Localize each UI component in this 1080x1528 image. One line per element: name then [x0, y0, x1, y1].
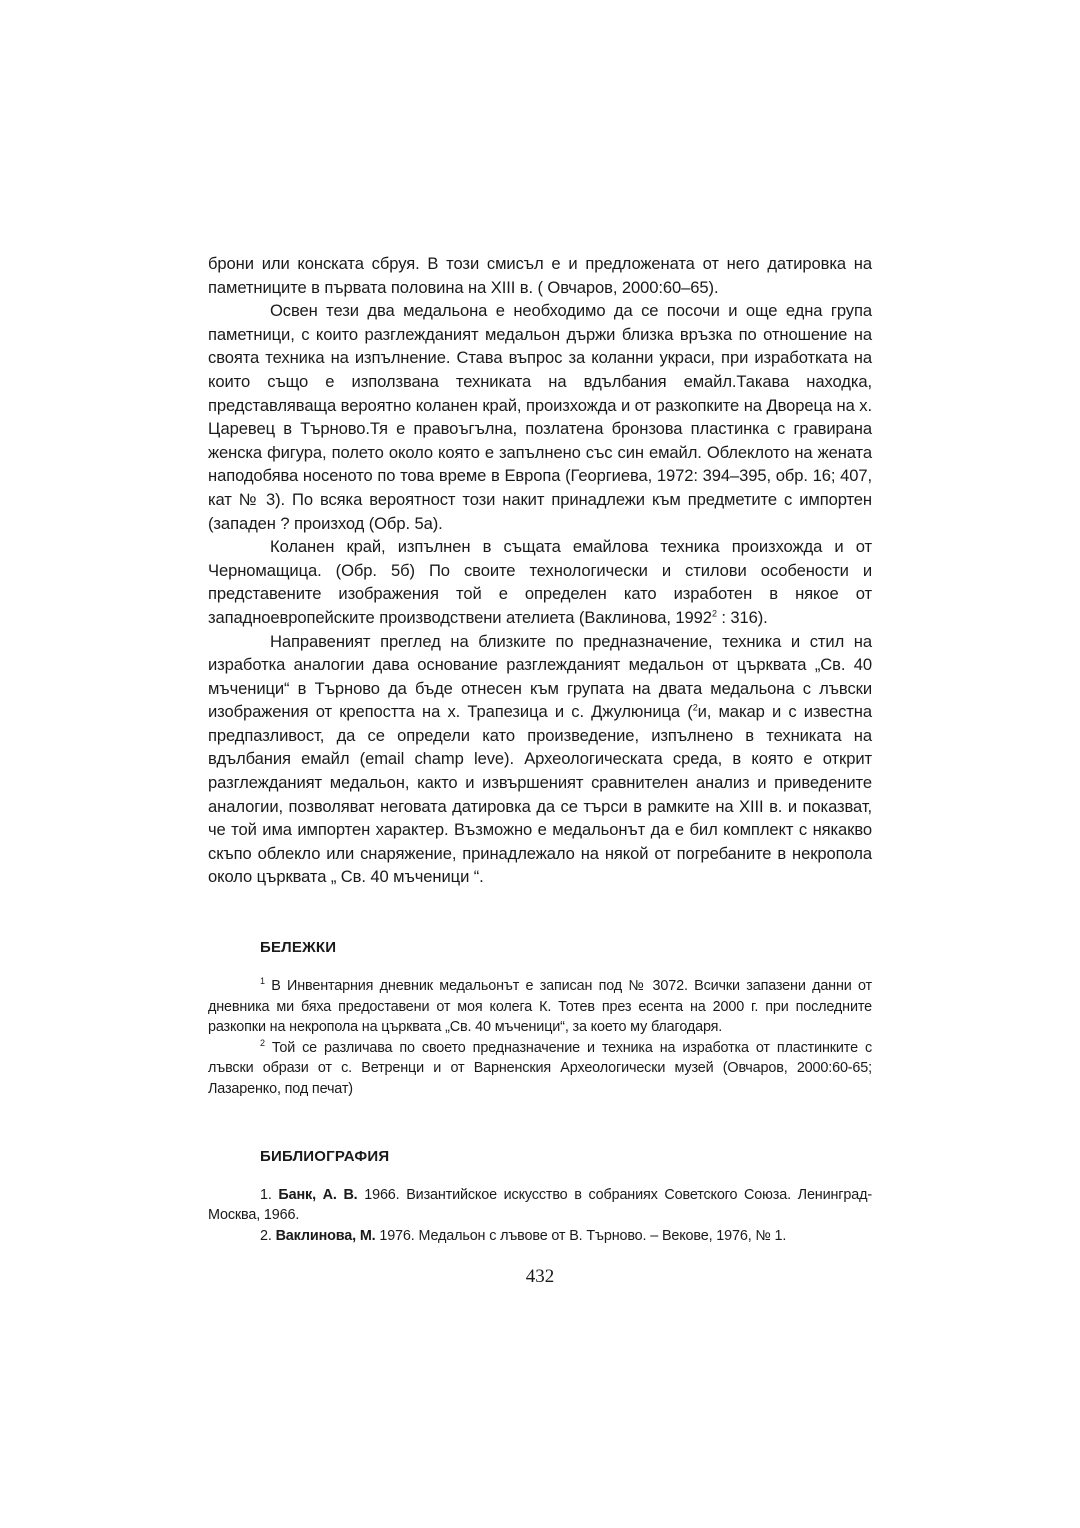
bibliography-entry-2: 2. Ваклинова, М. 1976. Медальон с лъвове от В. Търново. – Векове, 1976, № 1.	[260, 1227, 787, 1244]
bibliography-heading: БИБЛИОГРАФИЯ	[260, 1147, 390, 1165]
note-1: $^1$ В Инвентарния дневник медальонът е записан под № 3072. Всички запазени данни от дневника ми бяха предоставени от моя колега К. Тотев през есента на 2000 г. при последните разкопки на некропола на църквата „Св. 40 мъченици“, за което му благодаря.	[208, 976, 872, 1036]
page-content	[208, 252, 872, 1246]
bibliography-entry-1: 1. Банк, А. В. 1966. Византийское искусство в собраниях Советского Союза. Ленинград-Москва, 1966.	[208, 1186, 872, 1224]
note-2: $^2$ Той се различава по своето предназначение и техника на изработка от пластинките с лъвски образи от с. Ветренци и от Варненския Археологически музей (Овчаров, 2000:60-65; Лазаренко, под печат)	[208, 1038, 872, 1097]
footnote-ref-2: 2	[711, 608, 717, 619]
footnote-ref-2b: 2	[692, 702, 698, 713]
paragraph-2: Освен тези два медальона е необходимо да се посочи и още една група паметници, с които разглежданият медальон държи близка връзка по отношение на своята техника на изпълнение. Става въпрос за коланни украси, при изработката на които също е използвана техниката на вдълбания емайл.Такава находка, представляваща вероятно коланен край, произхожда и от разкопките на Двореца на х. Царевец в Търново.Тя е правоъгълна, позлатена бронзова пластинка с гравирана женска фигура, полето около която е запълнено със син емайл. Облеклото на жената наподобява носеното по това време в Европа (Георгиева, 1972: 394–395, обр. 16; 407, кат № 3). По всяка вероятност този накит принадлежи към предметите с импортен (западен ? произход (Обр. 5а).	[208, 301, 872, 533]
paragraph-1: брони или конската сбруя. В този смисъл е и предложената от него датировка на паметниците в първата половина на XIII в. ( Овчаров, 2000:60–65).	[208, 254, 872, 297]
paragraph-4: Направеният преглед на близките по предназначение, техника и стил на изработка аналогии дава основание разглежданият медальон от църквата „Св. 40 мъченици“ в Търново да бъде отнесен към групата на двата медальона с лъвски изображения от крепостта на х. Трапезица и с. Джулюница ($^2$и, макар и с известна предпазливост, да се определи като произведение, изпълнено в техниката на вдълбания емайл (email champ leve). Археологическата среда, в която е открит разглежданият медальон, както и извършеният сравнителен анализ и приведените аналогии, позволяват неговата датировка да се търси в рамките на XIII в. и показват, че той има импортен характер. Възможно е медальонът да е бил комплект с някакво скъпо облекло или снаряжение, принадлежало на някой от погребаните в некропола около църквата „ Св. 40 мъченици “.	[208, 631, 872, 887]
page-number: 432	[525, 1266, 555, 1287]
body-text	[208, 252, 872, 889]
notes-heading: БЕЛЕЖКИ	[260, 939, 337, 957]
notes-section	[208, 976, 872, 1100]
paragraph-3: Коланен край, изпълнен в същата емайлова техника произхожда и от Черномащица. (Обр. 5б) По своите технологически и стилови особености и представените изображения той е определен като изработен в някое от западноевропейските производствени ателиета (Ваклинова, 1992$^2$ : 316).	[208, 537, 872, 627]
bibliography-section	[208, 1185, 872, 1247]
